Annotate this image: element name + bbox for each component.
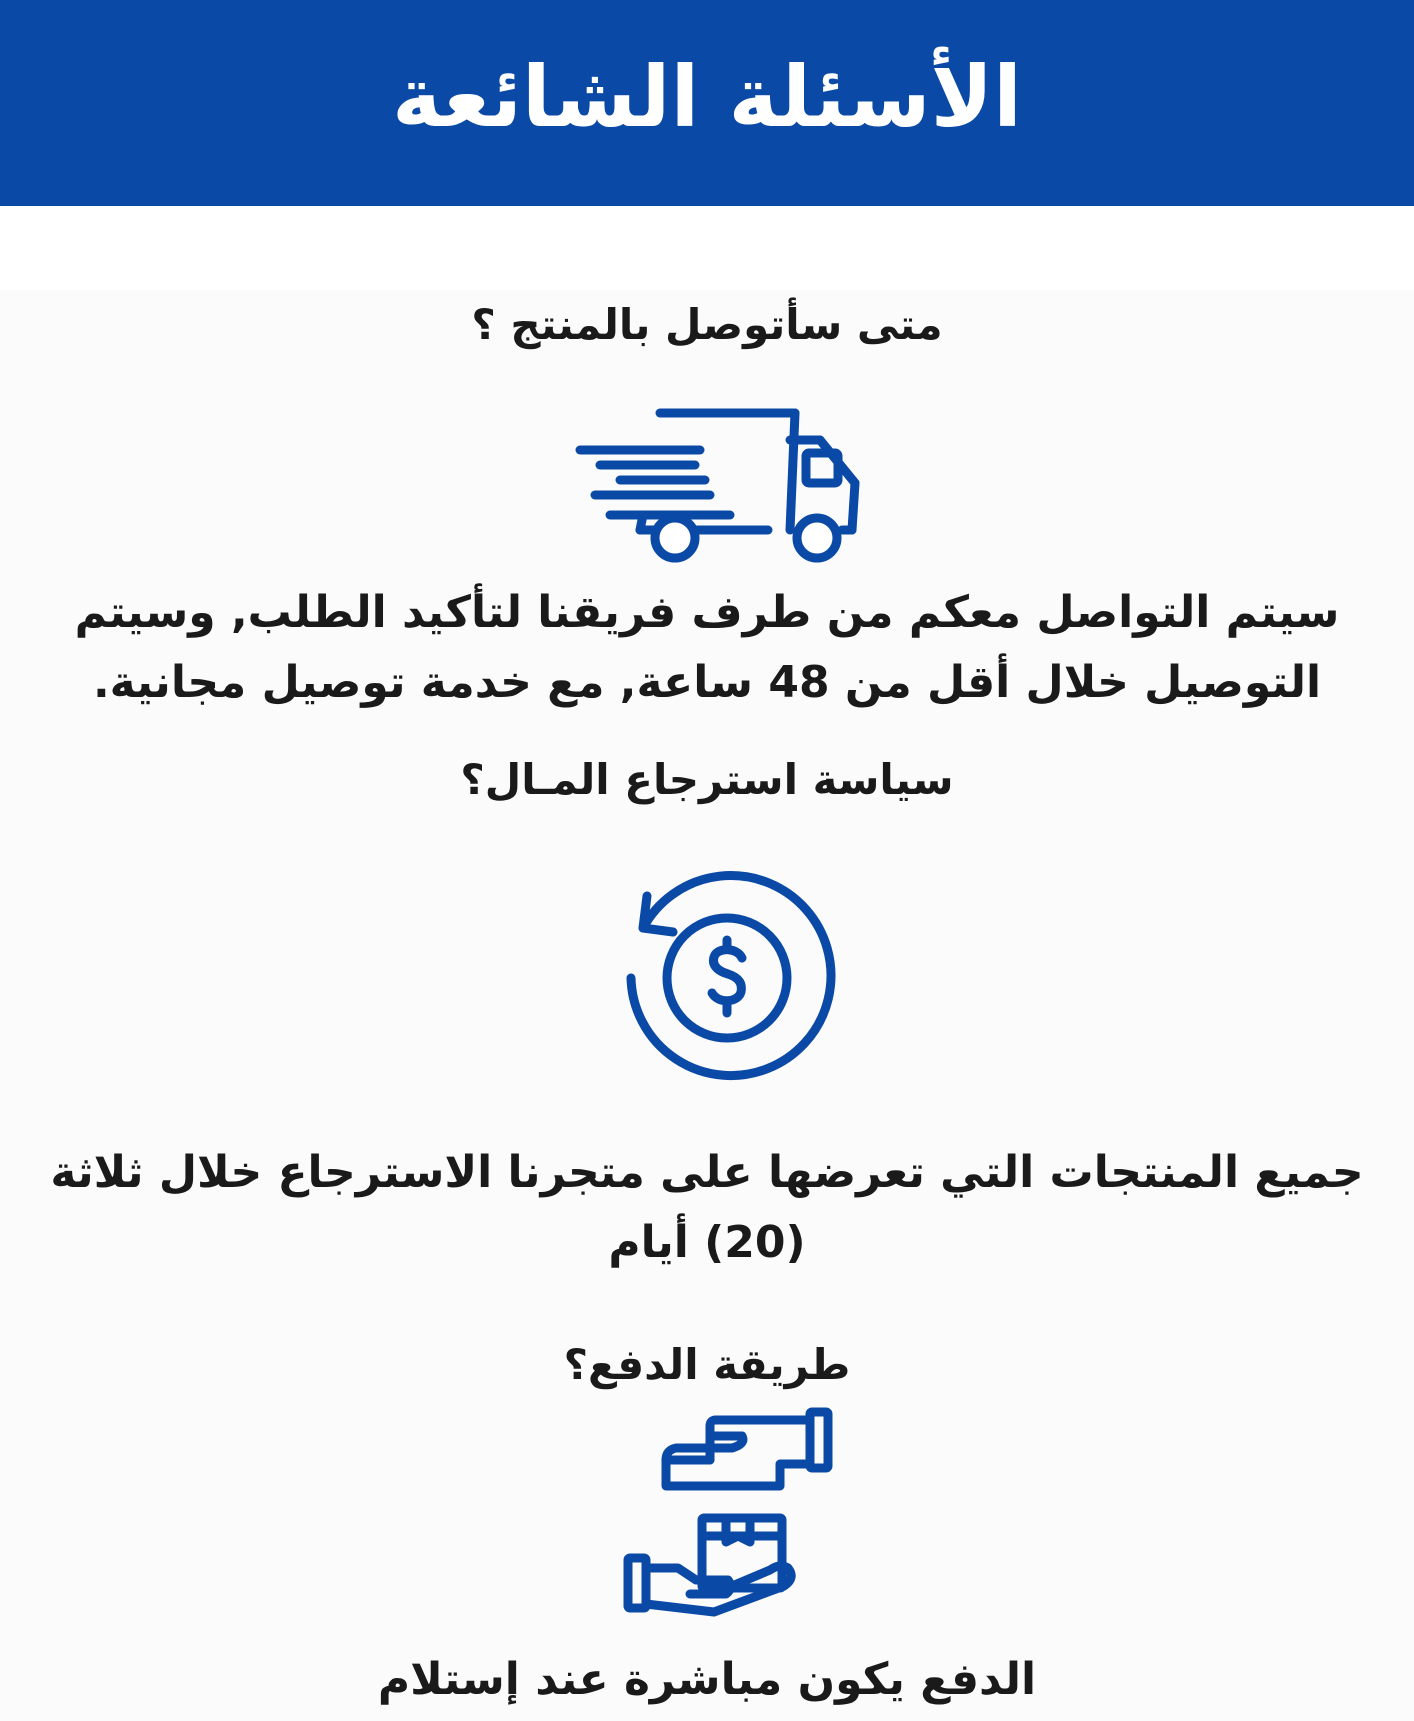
cash-on-delivery-icon xyxy=(620,1408,830,1618)
faq-question-payment-method: طريقة الدفع؟ xyxy=(563,1340,851,1389)
delivery-truck-icon xyxy=(580,405,870,565)
header-banner xyxy=(0,0,1414,206)
faq-question-delivery-time: متى سأتوصل بالمنتج ؟ xyxy=(471,300,943,349)
faq-question-refund-policy: سياسة استرجاع المـال؟ xyxy=(460,755,954,804)
faq-answer-payment-method: الدفع يكون مباشرة عند إستلام xyxy=(377,1654,1037,1705)
faq-answer-delivery-time: سيتم التواصل معكم من طرف فريقنا لتأكيد الطلب, وسيتم التوصيل خلال أقل من 48 ساعة, مع خدمة توصيل مجانية. xyxy=(74,587,1340,708)
page-title: الأسئلة الشائعة xyxy=(392,48,1022,146)
money-refund-icon xyxy=(615,868,835,1088)
faq-answer-refund-policy: جميع المنتجات التي تعرضها على متجرنا الاسترجاع خلال ثلاثة (20) أيام xyxy=(50,1147,1364,1268)
